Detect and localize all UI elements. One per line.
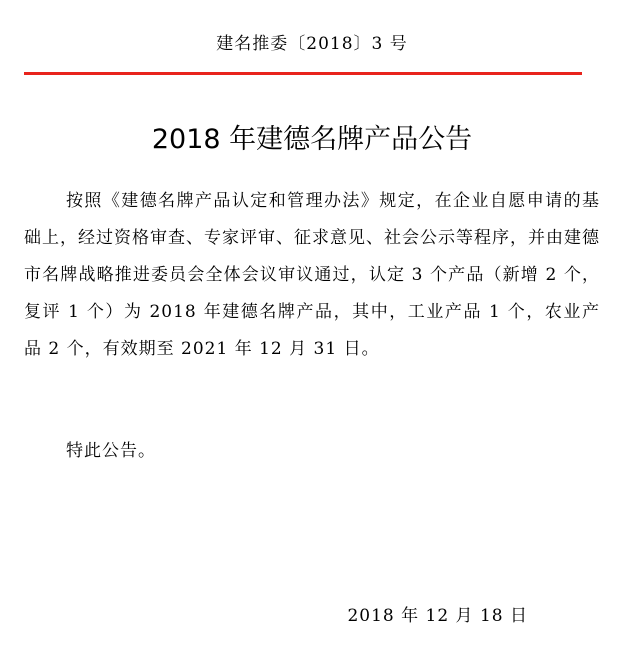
document-number: 建名推委〔2018〕3 号 xyxy=(216,34,408,54)
announcement-title: 2018 年建德名牌产品公告 xyxy=(151,124,473,155)
closing-remark: 特此公告。 xyxy=(66,441,156,461)
red-header-rule xyxy=(24,72,582,75)
issue-date: 2018 年 12 月 18 日 xyxy=(347,606,528,626)
announcement-body: 按照《建德名牌产品认定和管理办法》规定，在企业自愿申请的基础上，经过资格审查、专家评审、征求意见、社会公示等程序，并由建德市名牌战略推进委员会全体会议审议通过，认定 3 个产品（新增 2 个，复评 1 个）为 2018 年建德名牌产品，其中，工业产品 1 个，农业产品 2 个，有效期至 2021 年 12 月 31 日。 xyxy=(24,191,600,359)
